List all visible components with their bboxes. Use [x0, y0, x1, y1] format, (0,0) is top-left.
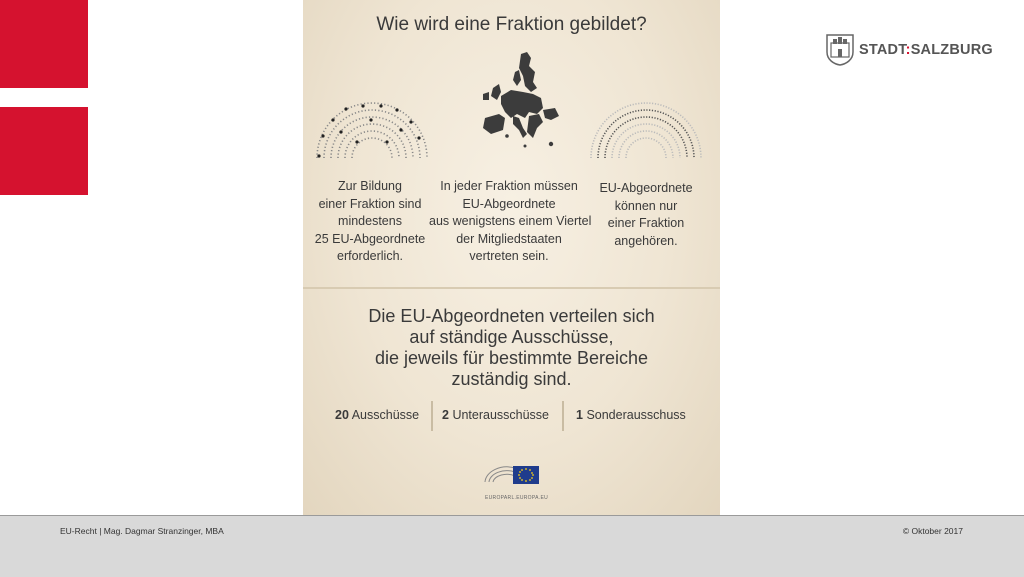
- infographic-poster: [303, 0, 720, 515]
- text-line: In jeder Fraktion müssen: [440, 179, 578, 193]
- text-line: zuständig sind.: [451, 369, 572, 389]
- text-line: EU-Abgeordnete: [599, 181, 693, 195]
- stat-separator: [431, 401, 433, 431]
- text-line: vertreten sein.: [469, 249, 549, 263]
- logo-text-salzburg: SALZBURG: [910, 42, 993, 58]
- red-accent-block-bottom: [0, 107, 88, 195]
- stat-subcommittees: [442, 408, 549, 422]
- stat-separator: [562, 401, 564, 431]
- text-line: auf ständige Ausschüsse,: [409, 327, 614, 347]
- text-line: Die EU-Abgeordneten verteilen sich: [368, 306, 655, 326]
- text-line: einer Fraktion sind: [318, 196, 422, 211]
- text-line: angehören.: [614, 233, 678, 248]
- poster-title: Wie wird eine Fraktion gebildet?: [376, 14, 647, 35]
- logo-separator: :: [905, 42, 911, 58]
- committees-text: [303, 306, 720, 390]
- text-column-left: [307, 178, 433, 266]
- text-line: der Mitgliedstaaten: [456, 231, 562, 246]
- text-line: mindestens: [338, 214, 402, 228]
- hemicycle-right-icon: [585, 92, 707, 164]
- text-line: EU-Abgeordnete: [462, 196, 556, 211]
- city-crest-icon: [826, 34, 854, 66]
- logo-text-stadt: STADT: [859, 42, 906, 58]
- stat-special-committee: [576, 408, 686, 422]
- text-line: einer Fraktion: [607, 216, 685, 230]
- europe-map-icon: [471, 52, 567, 152]
- poster-divider: [303, 287, 720, 289]
- stat-number: 2: [442, 408, 449, 422]
- stat-committees: [335, 408, 419, 422]
- source-caption: EUROPARL.EUROPA.EU: [485, 495, 549, 501]
- text-line: können nur: [614, 198, 678, 213]
- text-column-middle: [429, 178, 592, 266]
- slide-footer: [0, 515, 1024, 577]
- stat-label: Unterausschüsse: [452, 408, 550, 422]
- logo-text: [859, 42, 993, 58]
- footer-date: © Oktober 2017: [902, 526, 963, 536]
- red-accent-block-top: [0, 0, 88, 88]
- text-line: die jeweils für bestimmte Bereiche: [374, 348, 649, 368]
- stadt-salzburg-logo: [826, 34, 993, 66]
- hemicycle-left-icon: [311, 92, 433, 164]
- text-line: 25 EU-Abgeordnete: [314, 231, 426, 246]
- stat-number: 1: [576, 408, 583, 422]
- text-line: aus wenigstens einem Viertel: [429, 214, 592, 228]
- stat-number: 20: [335, 408, 349, 422]
- footer-author: EU-Recht | Mag. Dagmar Stranzinger, MBA: [60, 526, 224, 536]
- text-column-right: [585, 180, 707, 250]
- stat-label: Sonderausschuss: [586, 408, 686, 422]
- text-line: erforderlich.: [337, 249, 403, 263]
- european-parliament-logo: [481, 456, 543, 490]
- stat-label: Ausschüsse: [351, 408, 420, 422]
- text-line: Zur Bildung: [338, 179, 402, 193]
